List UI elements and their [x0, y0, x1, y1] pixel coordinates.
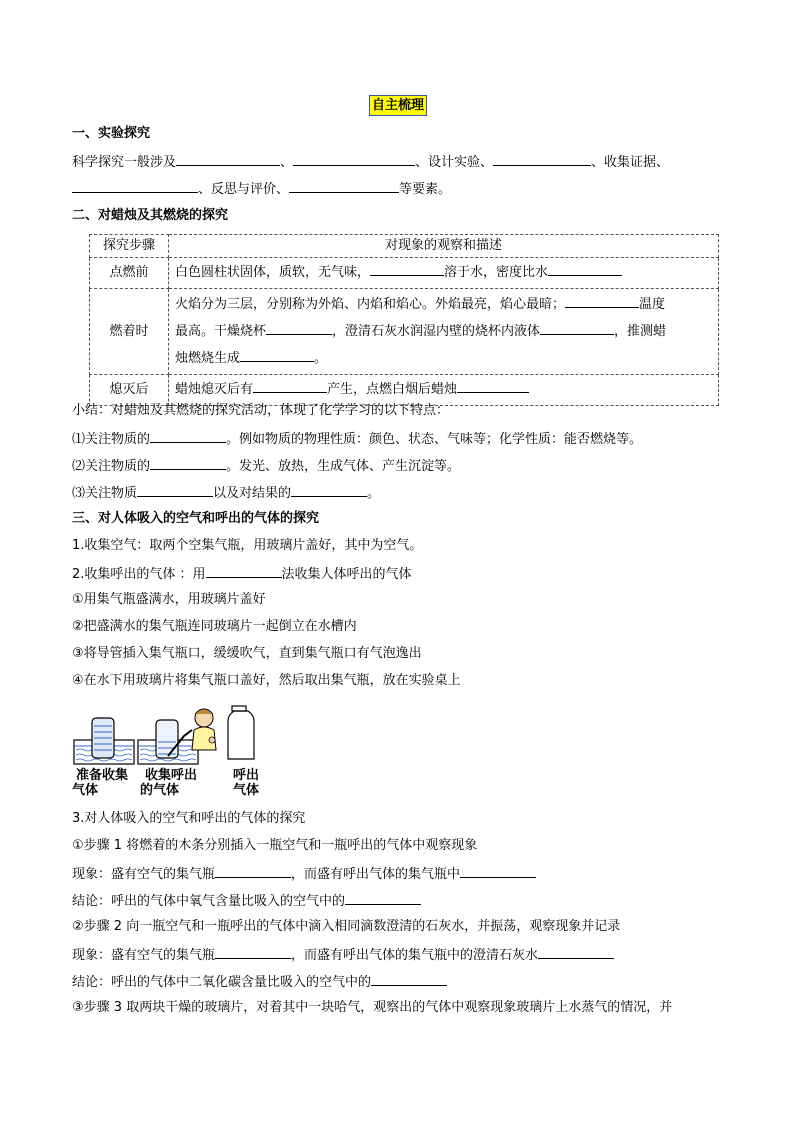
text: 烛燃烧生成	[175, 351, 241, 366]
collect-air-text: 1.收集空气：取两个空集气瓶，用玻璃片盖好，其中为空气。	[72, 538, 423, 553]
fill-blank[interactable]	[548, 262, 622, 276]
fill-blank[interactable]	[460, 864, 536, 878]
conclusion-1	[72, 891, 732, 911]
text: 。发光、放热，生成气体、产生沉淀等。	[226, 459, 461, 474]
fill-blank[interactable]	[291, 483, 367, 497]
point-3	[72, 483, 732, 503]
table-header-row	[90, 235, 719, 258]
text: 结论：呼出的气体中二氧化碳含量比吸入的空气中的	[72, 975, 372, 990]
conclusion-2	[72, 972, 732, 992]
table-cell	[169, 289, 719, 375]
text: ，而盛有呼出气体的集气瓶中的澄清石灰水	[291, 948, 539, 963]
text: 火焰分为三层，分别称为外焰、内焰和焰心。外焰最亮，焰心最暗；	[175, 297, 566, 312]
fill-blank[interactable]	[150, 429, 226, 443]
caption-line: 的气体	[140, 783, 180, 798]
caption-line: 收集呼出	[144, 768, 197, 783]
text: 。	[314, 351, 328, 366]
fill-blank[interactable]	[137, 483, 213, 497]
text: 、反思与评价、	[198, 182, 290, 197]
fill-blank[interactable]	[266, 321, 332, 335]
caption-exhaled	[228, 768, 264, 798]
text: 最高。干燥烧杯	[175, 324, 267, 339]
collecting-bottle-icon	[156, 720, 178, 758]
table-cell	[169, 258, 719, 289]
fill-blank[interactable]	[215, 864, 291, 878]
fill-blank[interactable]	[150, 456, 226, 470]
text: 。例如物质的物理性质：颜色、状态、气味等；化学性质：能否燃烧等。	[226, 432, 643, 447]
step-4-text: ④在水下用玻璃片将集气瓶口盖好，然后取出集气瓶，放在实验桌上	[72, 673, 461, 688]
table-row	[90, 289, 719, 375]
page-title: 自主梳理	[369, 95, 427, 116]
text: 结论：呼出的气体中氧气含量比吸入的空气中的	[72, 894, 346, 909]
text: 等要素。	[399, 182, 452, 197]
fill-blank[interactable]	[240, 348, 314, 362]
table-cell: 熄灭后	[90, 375, 169, 406]
text: ，澄清石灰水润湿内壁的烧杯内液体	[332, 324, 541, 339]
fill-blank[interactable]	[206, 564, 282, 578]
exhaled-gas-bottle-icon	[228, 706, 254, 759]
text: 温度	[639, 297, 666, 312]
procedure-3: ③步骤 3 取两块干燥的玻璃片，对着其中一块哈气，观察出的气体中观察现象玻璃片上水蒸气的情况，并	[72, 1000, 673, 1015]
caption-prepare	[72, 768, 132, 798]
text: 蜡烛熄灭后有	[175, 382, 254, 397]
text: 溶于水，密度比水	[444, 265, 549, 280]
fill-blank[interactable]	[293, 152, 415, 166]
section-1-heading: 一、实验探究	[72, 126, 151, 141]
table-cell: 燃着时	[90, 289, 169, 375]
text: 科学探究一般涉及	[72, 155, 177, 170]
text: 。	[367, 486, 381, 501]
caption-line: 气体	[232, 783, 259, 798]
fill-blank[interactable]	[565, 294, 639, 308]
fill-blank[interactable]	[457, 379, 529, 393]
fill-blank[interactable]	[345, 891, 421, 905]
collect-breath-text	[72, 564, 732, 584]
fill-blank[interactable]	[253, 379, 327, 393]
text: ，而盛有呼出气体的集气瓶中	[291, 867, 461, 882]
fill-blank[interactable]	[540, 321, 614, 335]
text: 、设计实验、	[415, 155, 494, 170]
table-cell: 点燃前	[90, 258, 169, 289]
text: 法收集人体呼出的气体	[281, 567, 412, 582]
text: 白色圆柱状固体，质软，无气味，	[175, 265, 371, 280]
caption-line: 气体	[72, 783, 99, 798]
table-row	[90, 258, 719, 289]
table-cell	[169, 375, 719, 406]
step-1-text: ①用集气瓶盛满水，用玻璃片盖好	[72, 592, 266, 607]
fill-blank[interactable]	[538, 945, 614, 959]
point-1	[72, 429, 732, 449]
fill-blank[interactable]	[176, 152, 280, 166]
text: ⑴关注物质的	[72, 432, 151, 447]
text: 产生，点燃白烟后蜡烛	[327, 382, 458, 397]
text: 现象：盛有空气的集气瓶	[72, 867, 216, 882]
table-row	[90, 375, 719, 406]
section-1-line-1	[72, 152, 732, 172]
text: ，推测蜡	[614, 324, 667, 339]
text: 、收集证据、	[591, 155, 670, 170]
caption-line: 准备收集	[75, 768, 128, 783]
step-3-text: ③将导管插入集气瓶口，缓缓吹气，直到集气瓶口有气泡逸出	[72, 646, 422, 661]
phenomenon-2	[72, 945, 732, 965]
fill-blank[interactable]	[289, 179, 399, 193]
caption-collect	[140, 768, 202, 798]
table-header-cell: 对现象的观察和描述	[169, 235, 719, 258]
fill-blank[interactable]	[72, 179, 198, 193]
inverted-bottle-icon	[92, 718, 114, 758]
text: 以及对结果的	[213, 486, 292, 501]
step-2-text: ②把盛满水的集气瓶连同玻璃片一起倒立在水槽内	[72, 619, 357, 634]
person-blowing-icon	[192, 709, 216, 750]
section-1-line-2	[72, 179, 732, 199]
section-3-heading: 三、对人体吸入的空气和呼出的气体的探究	[72, 511, 320, 526]
section-2-heading: 二、对蜡烛及其燃烧的探究	[72, 208, 229, 223]
text: 2.收集呼出的气体 ：用	[72, 567, 206, 582]
procedure-2: ②步骤 2 向一瓶空气和一瓶呼出的气体中滴入相同滴数澄清的石灰水，并振荡，观察现象并记录	[72, 919, 621, 934]
candle-table	[89, 234, 719, 406]
text: ⑶关注物质	[72, 486, 138, 501]
fill-blank[interactable]	[370, 262, 444, 276]
text: 现象：盛有空气的集气瓶	[72, 948, 216, 963]
fill-blank[interactable]	[493, 152, 591, 166]
investigation-heading: 3.对人体吸入的空气和呼出的气体的探究	[72, 811, 306, 826]
fill-blank[interactable]	[215, 945, 291, 959]
point-2	[72, 456, 732, 476]
summary-text: 小结：对蜡烛及其燃烧的探究活动，体现了化学学习的以下特点：	[72, 403, 450, 418]
text: ⑵关注物质的	[72, 459, 151, 474]
fill-blank[interactable]	[371, 972, 447, 986]
phenomenon-1	[72, 864, 732, 884]
text: 、	[280, 155, 294, 170]
table-header-cell: 探究步骤	[90, 235, 169, 258]
caption-line: 呼出	[232, 768, 259, 783]
procedure-1: ①步骤 1 将燃着的木条分别插入一瓶空气和一瓶呼出的气体中观察现象	[72, 838, 478, 853]
